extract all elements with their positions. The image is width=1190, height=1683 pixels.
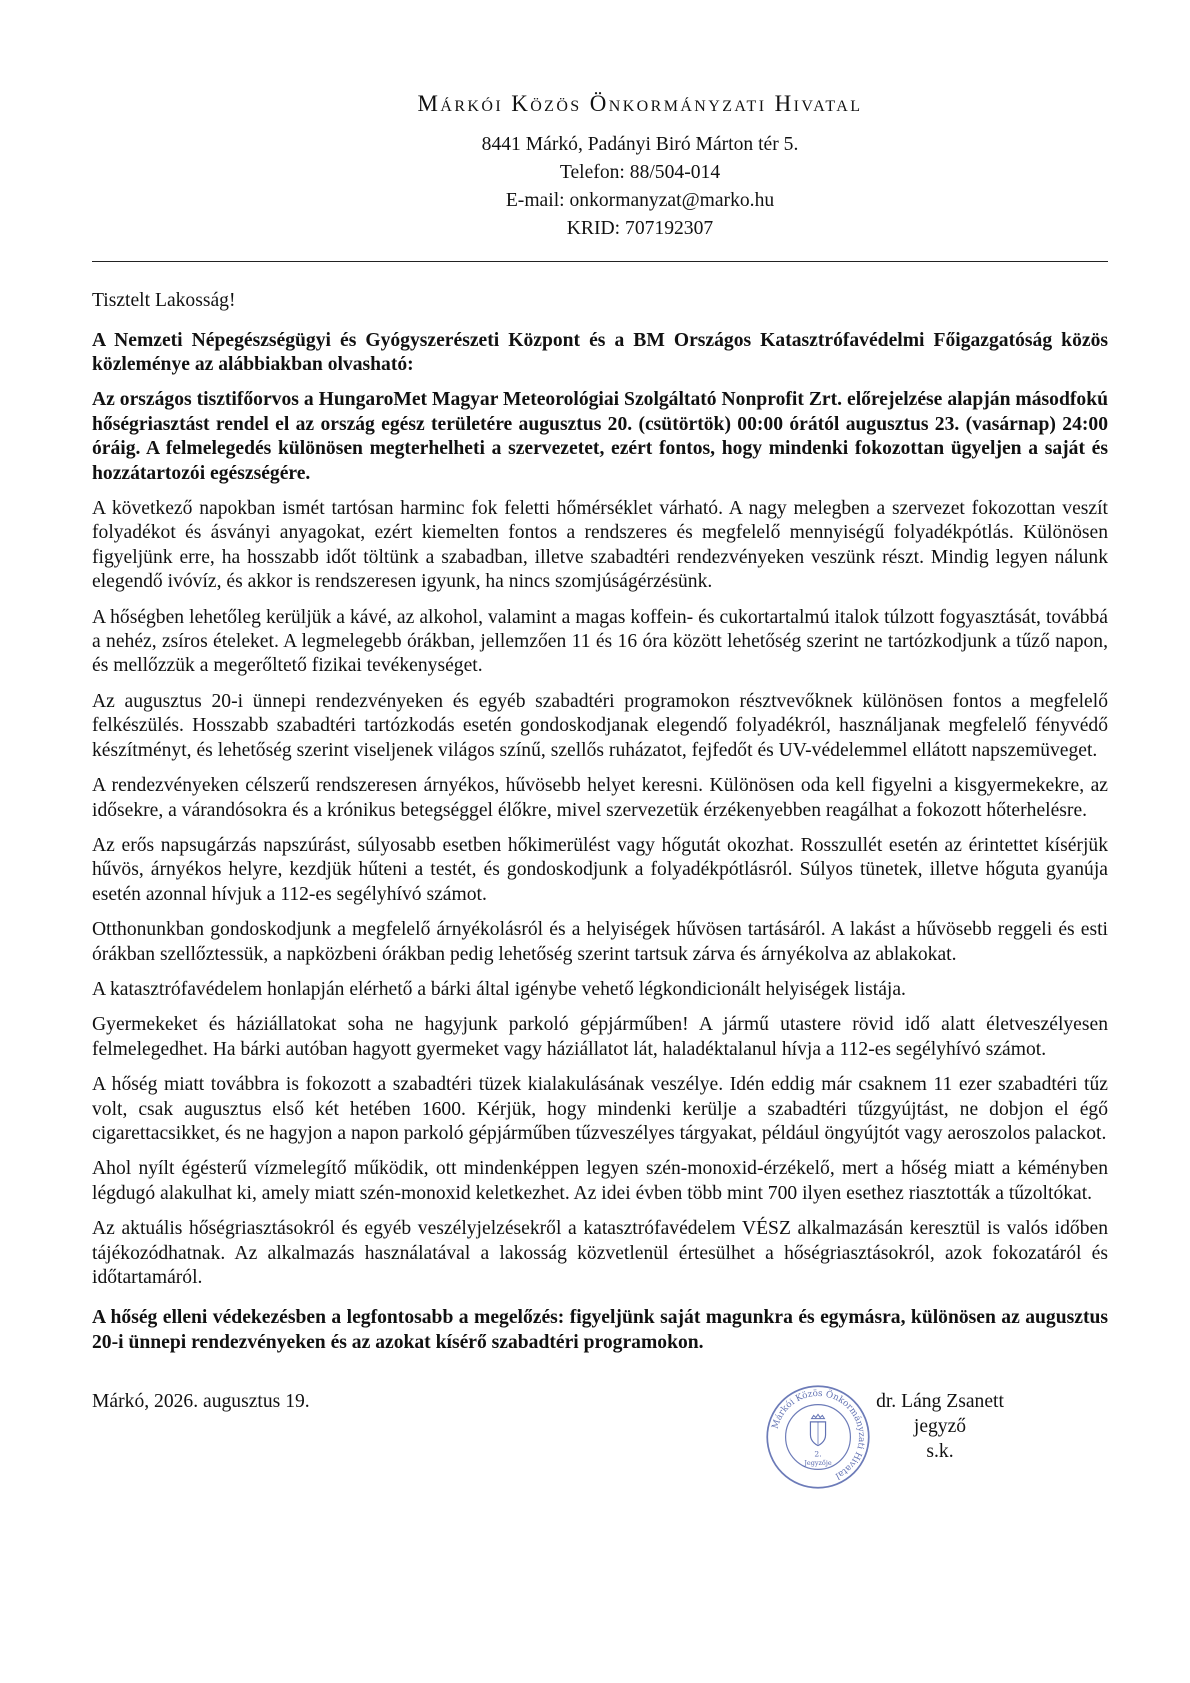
salutation: Tisztelt Lakosság! <box>92 289 236 311</box>
closing-paragraph: A hőség elleni védekezésben a legfontosabb a megelőzés: figyeljünk saját magunkra és egymásra, különösen az augusztus 20-i ünnepi rendezvényeken és az azokat kísérő szabadtéri programokon. <box>92 1307 1108 1353</box>
place-date: Márkó, 2026. augusztus 19. <box>92 1391 310 1413</box>
address-line: 8441 Márkó, Padányi Biró Márton tér 5. <box>481 133 799 155</box>
body-paragraph: A hőség miatt továbbra is fokozott a szabadtéri tüzek kialakulásának veszélye. Idén eddig már csaknem 11 ezer szabadtéri tűz volt, csak augusztus első két hetében 1600. Kérjük, hogy mindenki kerülje a szabadtéri tűzgyújtást, ne dobjon el égő cigarettacsikket, és ne hagyjon a napon parkoló gépjárműben tűzveszélyes tárgyakat, például öngyújtót vagy aeroszolos palackot. <box>92 1074 1108 1144</box>
svg-text:Márkói Közös Önkormányzati Hiv: Márkói Közös Önkormányzati Hivatal <box>770 1389 867 1481</box>
document-page <box>92 0 1108 1509</box>
intro-paragraph: A Nemzeti Népegészségügyi és Gyógyszerészeti Központ és a BM Országos Katasztrófavédelmi Főigazgatóság közös közleménye az alábbiakban olvasható: <box>92 329 1108 375</box>
body-paragraph: Az augusztus 20-i ünnepi rendezvényeken és egyéb szabadtéri programokon résztvevőknek különösen fontos a megfelelő felkészülés. Hosszabb szabadtéri tartózkodás esetén gondoskodjanak elegendő folyadékról, használjanak megfelelő fényvédő készítményt, és lehetőség szerint viseljenek világos színű, szellős ruházatot, fejfedőt és UV-védelemmel ellátott napszemüveget. <box>92 690 1108 761</box>
signer-name: dr. Láng Zsanett <box>876 1391 1004 1413</box>
email-line: E-mail: onkormanyzat@marko.hu <box>505 189 775 211</box>
official-stamp-icon <box>764 1383 872 1491</box>
organization-name: Márkói Közös Önkormányzati Hivatal <box>417 91 863 116</box>
signer-title: jegyző <box>913 1416 967 1438</box>
letterhead <box>172 90 1108 243</box>
letterhead-divider <box>92 261 1108 262</box>
body-paragraph: A hőségben lehetőleg kerüljük a kávé, az alkohol, valamint a magas koffein- és cukortartalmú italok túlzott fogyasztását, továbbá a nehéz, zsíros ételeket. A legmelegebb órákban, jellemzően 11 és 16 óra között lehetőség szerint ne tartózkodjunk a tűző napon, és mellőzzük a megerőltető fizikai tevékenységet. <box>92 606 1108 677</box>
body-paragraph: Az erős napsugárzás napszúrást, súlyosabb esetben hőkimerülést vagy hőgutát okozhat. Rosszullét esetén az érintettet kísérjük hűvös, árnyékos helyre, kezdjük hűteni a testét, és gondoskodjunk a folyadékpótlásról. Súlyos tünetek, illetve hőguta gyanúja esetén azonnal hívjuk a 112-es segélyhívó számot. <box>92 834 1108 905</box>
body-paragraph: A rendezvényeken célszerű rendszeresen árnyékos, hűvösebb helyet keresni. Különösen oda kell figyelni a kisgyermekekre, az idősekre, a várandósokra és a krónikus betegséggel élőkre, mivel szervezetük érzékenyebben reagálhat a fokozott hőterhelésre. <box>92 775 1108 821</box>
krid-line: KRID: 707192307 <box>566 217 714 239</box>
svg-text:2.: 2. <box>814 1449 822 1459</box>
signer-note: s.k. <box>926 1441 954 1463</box>
lead-paragraph: Az országos tisztifőorvos a HungaroMet Magyar Meteorológiai Szolgáltató Nonprofit Zrt. előrejelzése alapján másodfokú hőségriasztást rendel el az ország egész területére augusztus 20. (csütörtök) 00:00 órától augusztus 23. (vasárnap) 24:00 óráig. A felmelegedés különösen megterhelheti a szervezetet, ezért fontos, hogy mindenki fokozottan ügyeljen a saját és hozzátartozói egészségére. <box>92 389 1108 484</box>
signature-area <box>92 1389 1108 1509</box>
body-paragraph: Ahol nyílt égésterű vízmelegítő működik, ott mindenképpen legyen szén-monoxid-érzékelő, mert a hőség miatt a kéményben légdugó alakulhat ki, amely miatt szén-monoxid keletkezhet. Az idei évben több mint 700 ilyen esethez riasztották a tűzoltókat. <box>92 1158 1108 1204</box>
body-paragraph: Gyermekeket és háziállatokat soha ne hagyjunk parkoló gépjárműben! A jármű utastere rövid idő alatt életveszélyesen felmelegedhet. Ha bárki autóban hagyott gyermeket vagy háziállatot lát, haladéktalanul hívja a 112-es segélyhívó számot. <box>92 1014 1108 1060</box>
body-paragraph: Otthonunkban gondoskodjunk a megfelelő árnyékolásról és a helyiségek hűvösen tartásáról. A lakást a hűvösebb reggeli és esti órákban szellőztessük, a napközbeni órákban pedig lehetőség szerint tartsuk zárva és árnyékolva az ablakokat. <box>92 919 1108 965</box>
body-paragraph: Az aktuális hőségriasztásokról és egyéb veszélyjelzésekről a katasztrófavédelem VÉSZ alkalmazásán keresztül is valós időben tájékozódhatnak. Az alkalmazás használatával a lakosság közvetlenül értesülhet a hőségriasztásokról, azok fokozatáról és időtartamáról. <box>92 1218 1108 1288</box>
body-paragraph: A következő napokban ismét tartósan harminc fok feletti hőmérséklet várható. A nagy melegben a szervezet fokozottan veszít folyadékot és ásványi anyagokat, ezért kiemelten fontos a rendszeres és megfelelő mennyiségű folyadékpótlás. Különösen figyeljünk erre, ha hosszabb időt töltünk a szabadban, illetve szabadtéri rendezvényeken veszünk részt. Mindig legyen nálunk elegendő ivóvíz, és akkor is rendszeresen igyunk, ha nincs szomjúságérzésünk. <box>92 498 1108 593</box>
signer-block <box>870 1389 1010 1464</box>
svg-text:Jegyzője: Jegyzője <box>804 1459 832 1468</box>
body-paragraph: A katasztrófavédelem honlapján elérhető a bárki által igénybe vehető légkondicionált helyiségek listája. <box>92 978 906 1000</box>
phone-line: Telefon: 88/504-014 <box>559 161 721 183</box>
